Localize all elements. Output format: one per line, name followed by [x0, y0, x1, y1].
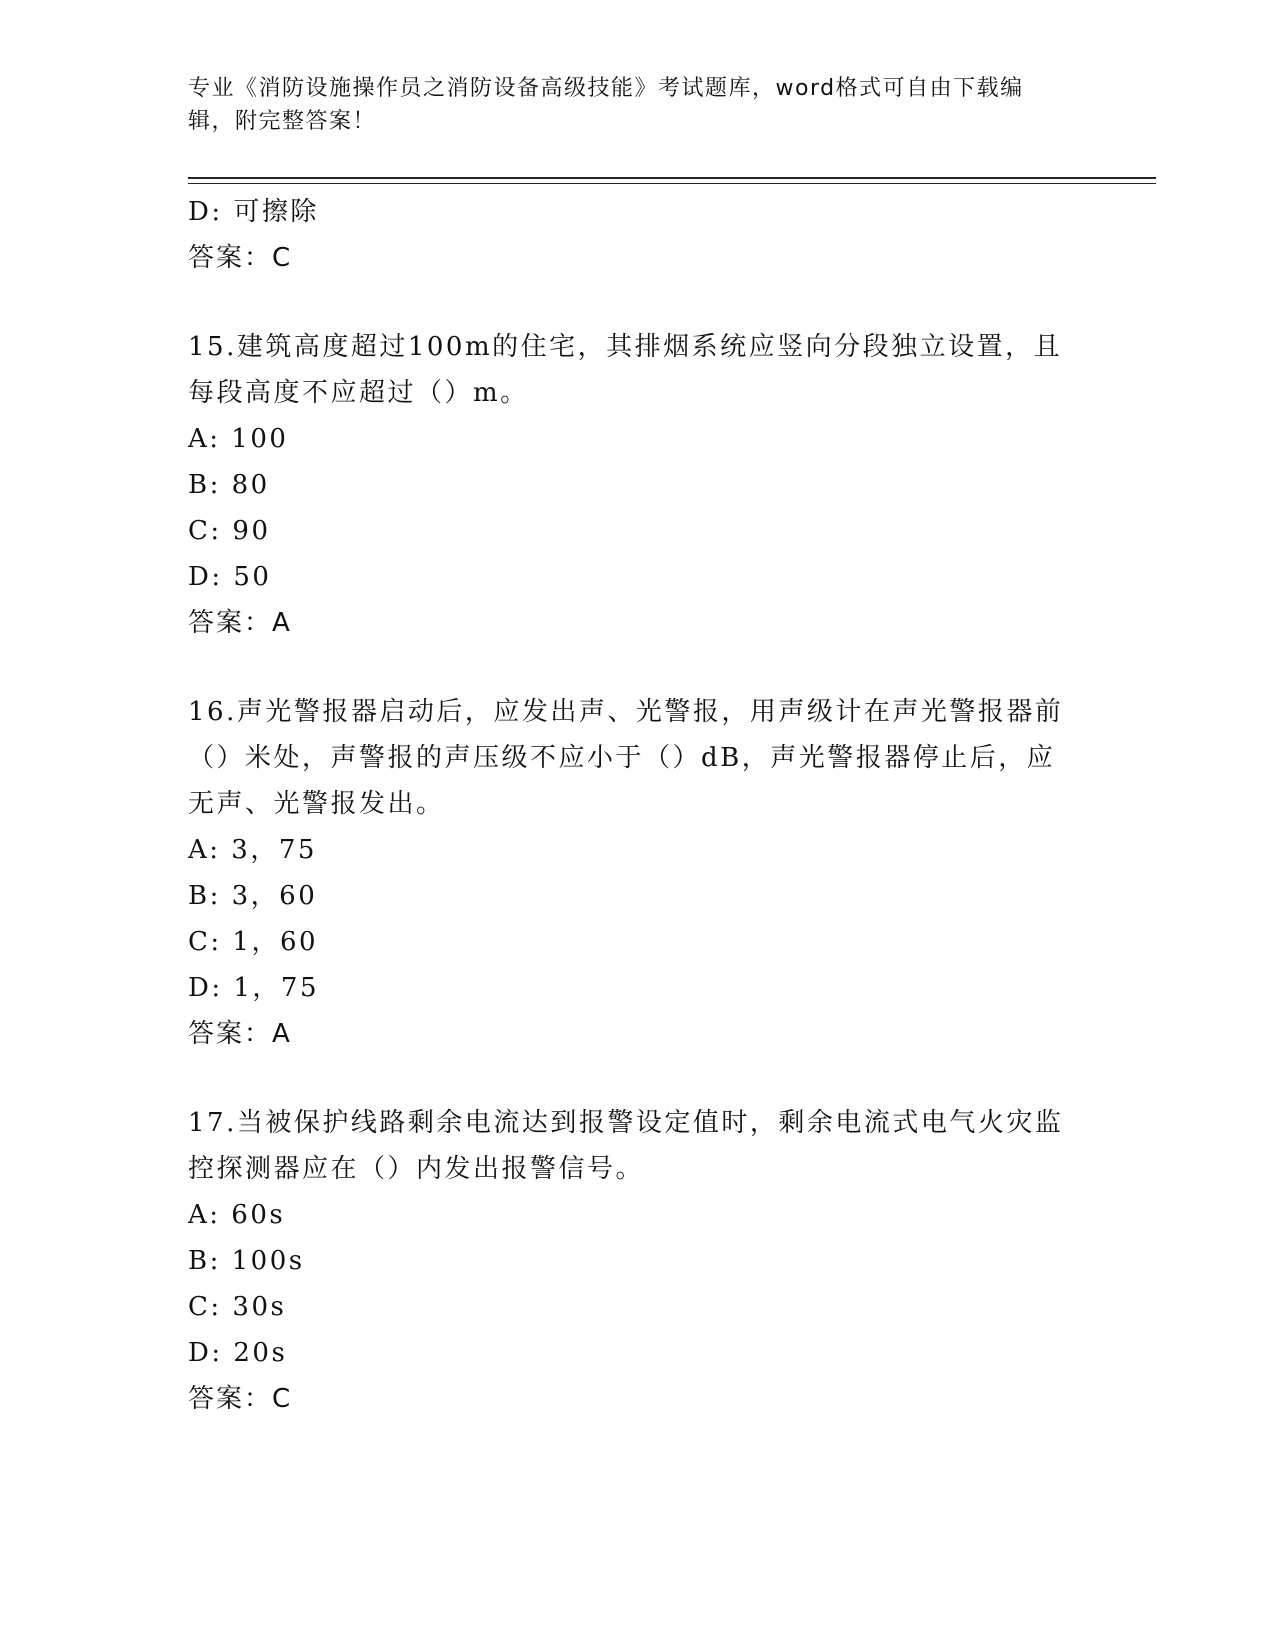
question-15-option-d: D: 50 [188, 562, 272, 592]
question-15-option-a: A: 100 [188, 424, 289, 454]
header-rule-thin [188, 183, 1156, 184]
question-17-text-line-2: 控探测器应在（）内发出报警信号。 [188, 1154, 645, 1184]
question-16-option-a: A: 3，75 [188, 835, 317, 865]
header-rule-thick [188, 177, 1156, 179]
question-16-text-line-1: 16.声光警报器启动后，应发出声、光警报，用声级计在声光警报器前 [188, 697, 1064, 727]
question-17-option-d: D: 20s [188, 1338, 288, 1368]
question-16-text-line-3: 无声、光警报发出。 [188, 789, 445, 819]
question-17-option-b: B: 100s [188, 1246, 305, 1276]
question-15-answer: 答案：A [188, 608, 292, 638]
question-15-option-c: C: 90 [188, 516, 271, 546]
prev-answer: 答案：C [188, 243, 293, 273]
question-17 [188, 1100, 1088, 1422]
prev-option-d: D: 可擦除 [188, 197, 319, 227]
document-header: 专业《消防设施操作员之消防设备高级技能》考试题库，word格式可自由下载编辑，附完整答案！ [188, 76, 1024, 134]
question-16-answer: 答案：A [188, 1019, 292, 1049]
question-15 [188, 324, 1088, 646]
question-17-answer: 答案：C [188, 1384, 293, 1414]
question-16-option-d: D: 1，75 [188, 973, 319, 1003]
question-15-option-b: B: 80 [188, 470, 270, 500]
question-17-text-line-1: 17.当被保护线路剩余电流达到报警设定值时，剩余电流式电气火灾监 [188, 1108, 1064, 1138]
question-16 [188, 689, 1088, 1057]
question-16-option-c: C: 1，60 [188, 927, 319, 957]
question-list [188, 189, 1088, 1422]
question-15-text-line-2: 每段高度不应超过（）m。 [188, 378, 529, 408]
question-15-text-line-1: 15.建筑高度超过100m的住宅，其排烟系统应竖向分段独立设置，且 [188, 332, 1063, 362]
question-17-option-c: C: 30s [188, 1292, 287, 1322]
question-17-option-a: A: 60s [188, 1200, 286, 1230]
question-16-text-line-2: （）米处，声警报的声压级不应小于（）dB，声光警报器停止后，应 [188, 743, 1056, 773]
question-16-option-b: B: 3，60 [188, 881, 318, 911]
